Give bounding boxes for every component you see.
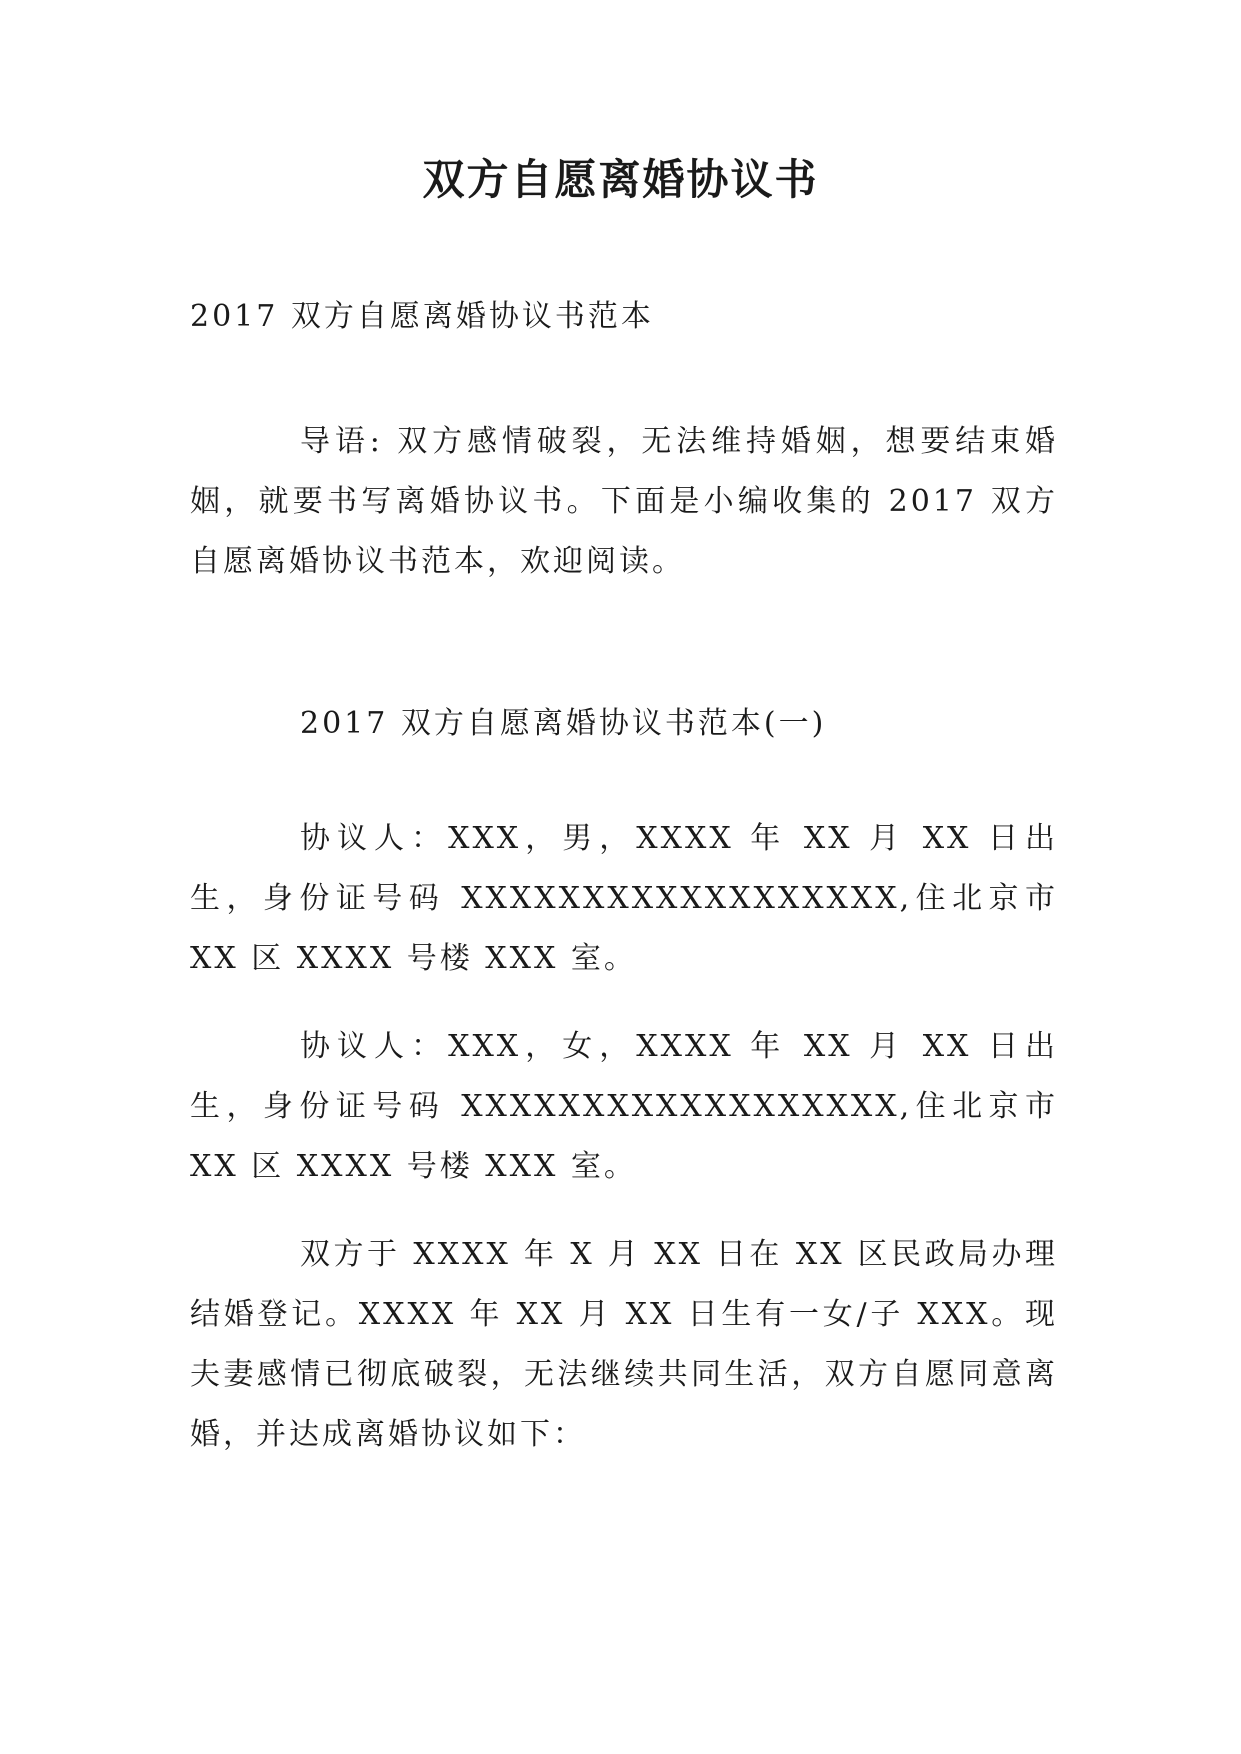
section-heading: 2017 双方自愿离婚协议书范本(一)	[300, 706, 827, 741]
intro-paragraph: 导语: 双方感情破裂，无法维持婚姻，想要结束婚姻，就要书写离婚协议书。下面是小编收集的 2017 双方自愿离婚协议书范本，欢迎阅读。	[190, 424, 1058, 579]
subtitle-paragraph: 2017 双方自愿离婚协议书范本	[190, 299, 654, 334]
marriage-statement-paragraph: 双方于 XXXX 年 X 月 XX 日在 XX 区民政局办理结婚登记。XXXX 年 XX 月 XX 日生有一女/子 XXX。现夫妻感情已彻底破裂，无法继续共同生活，双方自愿同意离婚，并达成离婚协议如下：	[190, 1237, 1058, 1452]
party-female-paragraph: 协议人：XXX，女，XXXX 年 XX 月 XX 日出生，身份证号码 XXXXXXXXXXXXXXXXXX,住北京市 XX 区 XXXX 号楼 XXX 室。	[190, 1029, 1058, 1184]
document-title: 双方自愿离婚协议书	[422, 155, 819, 204]
party-male-paragraph: 协议人：XXX，男，XXXX 年 XX 月 XX 日出生，身份证号码 XXXXXXXXXXXXXXXXXX,住北京市 XX 区 XXXX 号楼 XXX 室。	[190, 821, 1058, 976]
